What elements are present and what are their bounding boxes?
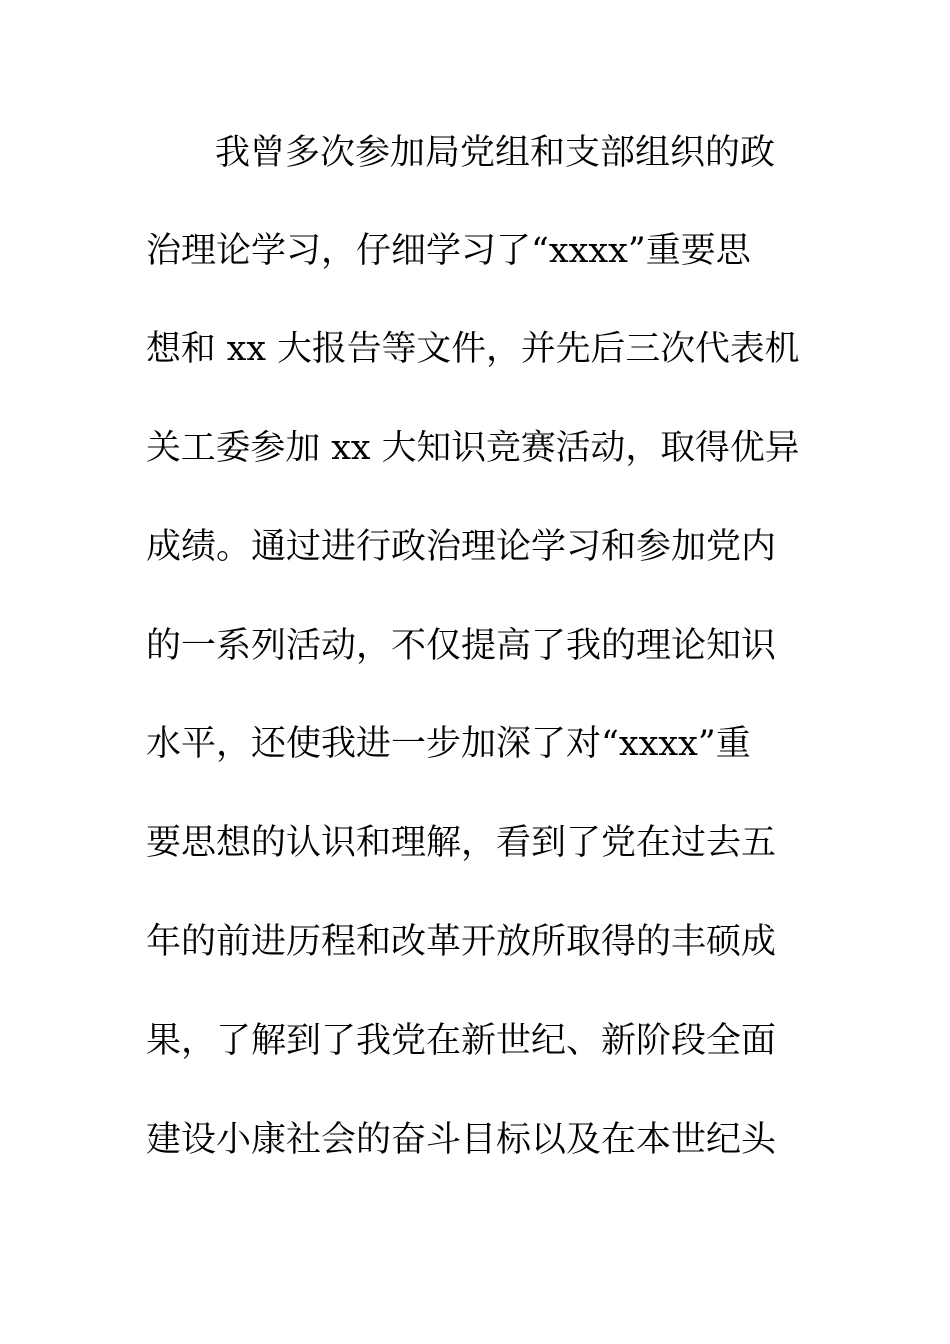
text-line-1: 我曾多次参加局党组和支部组织的政 (215, 133, 776, 173)
text-line-9: 年的前进历程和改革开放所取得的丰硕成 (146, 922, 777, 962)
text-line-8: 要思想的认识和理解，看到了党在过去五 (146, 823, 777, 863)
text-line-6: 的一系列活动，不仅提高了我的理论知识 (146, 626, 777, 666)
text-line-4: 关工委参加 xx 大知识竞赛活动，取得优异 (146, 428, 800, 468)
text-line-3: 想和 xx 大报告等文件，并先后三次代表机 (146, 329, 800, 369)
text-line-2: 治理论学习，仔细学习了“xxxx”重要思 (146, 231, 751, 271)
text-line-5: 成绩。通过进行政治理论学习和参加党内 (146, 527, 777, 567)
text-line-10: 果，了解到了我党在新世纪、新阶段全面 (146, 1021, 777, 1061)
text-line-7: 水平，还使我进一步加深了对“xxxx”重 (146, 724, 751, 764)
text-line-11: 建设小康社会的奋斗目标以及在本世纪头 (146, 1120, 777, 1160)
